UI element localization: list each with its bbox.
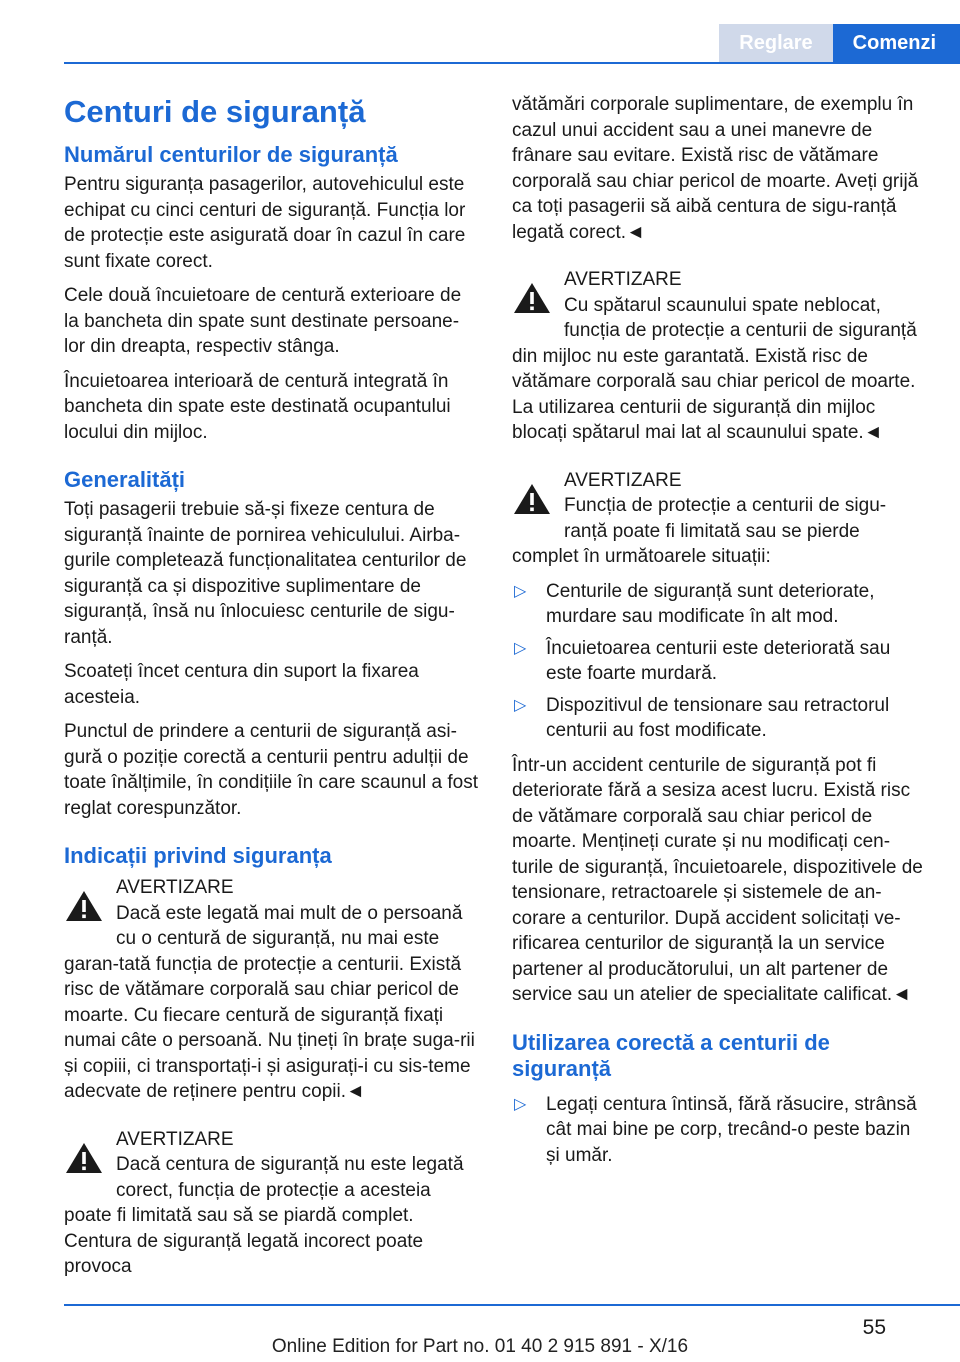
page-number: 55 — [862, 1316, 886, 1339]
edition-footer: Online Edition for Part no. 01 40 2 915 891 - X/16 — [271, 1336, 689, 1357]
warning-triangle-icon — [512, 281, 552, 315]
list-item-text: Centurile de siguranță sunt deteriorate, murdare sau modificate în alt mod. — [546, 580, 875, 627]
list-item — [512, 579, 927, 630]
warning-text: Cu spătarul scaunului spate neblocat, funcția de protecție a centurii de siguranță din mijloc nu este garantată. Există risc de vătămare corporală sau chiar pericol de moarte. La utilizarea centurii de siguranță din mijloc blocați spătarul mai lat al scaunului spate.◄ — [512, 294, 917, 443]
warning-text: Funcția de protecție a centurii de sigu-ranță poate fi limitată sau se pierde complet în următoarele situații: — [512, 495, 887, 567]
tab-reglare[interactable]: Reglare — [719, 24, 832, 62]
paragraph: vătămări corporale suplimentare, de exemplu în cazul unui accident sau a unei manevre de frânare sau evitare. Există risc de vătămare corporală sau chiar pericol de moarte. Aveți grijă ca toți pasagerii să aibă centura de sigu-ranță legată corect.◄ — [512, 94, 919, 243]
heading-utilizarea-corecta: Utilizarea corectă a centurii de siguranță — [512, 1029, 830, 1081]
list-item — [512, 636, 927, 687]
warning-block — [512, 267, 927, 446]
triangle-bullet-icon: ▷ — [514, 582, 527, 600]
left-column — [64, 92, 479, 1289]
paragraph: Cele două încuietoare de centură exterioare de la bancheta din spate sunt destinate persoane-lor din dreapta, respectiv stânga. — [64, 285, 462, 357]
warning-title: AVERTIZARE — [564, 269, 682, 290]
page-title: Centuri de siguranță — [64, 94, 366, 129]
bullet-list — [512, 579, 927, 744]
header-rule — [64, 62, 960, 64]
paragraph: Scoateți încet centura din suport la fixarea acesteia. — [64, 661, 419, 708]
warning-triangle-icon — [512, 482, 552, 516]
warning-text: Dacă centura de siguranță nu este legată corect, funcția de protecție a acesteia poate fi limitată sau să se piardă complet. Centura de siguranță legată incorect poate provoca — [64, 1154, 464, 1277]
paragraph: Punctul de prindere a centurii de siguranță asi-gură o poziție corectă a centurii pentru adulții de toate înălțimile, în condițiile în care scaunul a fost reglat corespunzător. — [64, 721, 479, 819]
heading-numarul-centurilor: Numărul centurilor de siguranță — [64, 142, 398, 167]
warning-title: AVERTIZARE — [116, 1128, 234, 1150]
list-item — [512, 693, 927, 744]
paragraph: Într-un accident centurile de siguranță pot fi deteriorate fără a sesiza acest lucru. Există risc de vătămare corporală sau chiar pericol de moarte. Mențineți curate și nu modificați cen-turile de siguranță, încuietoarele, dispozitivele de tensionare, retractoarele și sistemele de an-corare a centurilor. După accident solicitați ve-rificarea centurilor de siguranță la un service partener al producătorului, un alt partener de service sau un atelier de specialitate calificat.◄ — [512, 754, 923, 1005]
triangle-bullet-icon: ▷ — [514, 639, 527, 657]
chapter-tabs — [719, 24, 960, 62]
triangle-bullet-icon: ▷ — [514, 696, 527, 714]
list-item — [512, 1092, 927, 1169]
paragraph: Încuietoarea interioară de centură integrată în bancheta din spate este destinată ocupantului locului din mijloc. — [64, 370, 451, 443]
bullet-list — [512, 1092, 927, 1169]
paragraph: Toți pasagerii trebuie să-și fixeze centura de siguranță înainte de pornirea vehiculului. Airba-gurile completează funcționalitatea centurilor de siguranță ca și dispozitive suplimentare de siguranță, însă nu înlocuiesc centurile de sigu-ranță. — [64, 499, 467, 648]
paragraph: Pentru siguranța pasagerilor, autovehiculul este echipat cu cinci centuri de siguranță. Funcția lor de protecție este asigurată doar în cazul în care sunt fixate corect. — [64, 174, 466, 272]
list-item-text: Legați centura întinsă, fără răsucire, strânsă cât mai bine pe corp, trecând-o peste bazin și umăr. — [546, 1093, 917, 1166]
triangle-bullet-icon: ▷ — [514, 1095, 527, 1113]
warning-title: AVERTIZARE — [564, 469, 682, 491]
heading-indicatii-siguranta: Indicații privind siguranța — [64, 843, 332, 868]
tab-comenzi[interactable]: Comenzi — [833, 24, 960, 62]
warning-text: Dacă este legată mai mult de o persoană cu o centură de siguranță, nu mai este garan-tată funcția de protecție a centurii. Există risc de vătămare corporală sau chiar pericol de moarte. Cu fiecare centură de siguranță fixați numai câte o persoană. Nu țineți în brațe suga-rii și copiii, ci transportați-i și asigurați-i cu sis-teme adecvate de reținere pentru copii.◄ — [64, 902, 475, 1102]
footer-rule — [64, 1304, 960, 1306]
warning-title: AVERTIZARE — [116, 877, 234, 898]
warning-block — [64, 875, 479, 1105]
heading-generalitati: Generalități — [64, 467, 186, 492]
warning-block — [512, 468, 927, 570]
list-item-text: Încuietoarea centurii este deteriorată sau este foarte murdară. — [546, 637, 891, 684]
warning-triangle-icon — [64, 889, 104, 923]
list-item-text: Dispozitivul de tensionare sau retractorul centurii au fost modificate. — [546, 694, 890, 741]
right-column — [512, 92, 927, 1177]
warning-triangle-icon — [64, 1141, 104, 1175]
warning-block — [64, 1127, 479, 1280]
